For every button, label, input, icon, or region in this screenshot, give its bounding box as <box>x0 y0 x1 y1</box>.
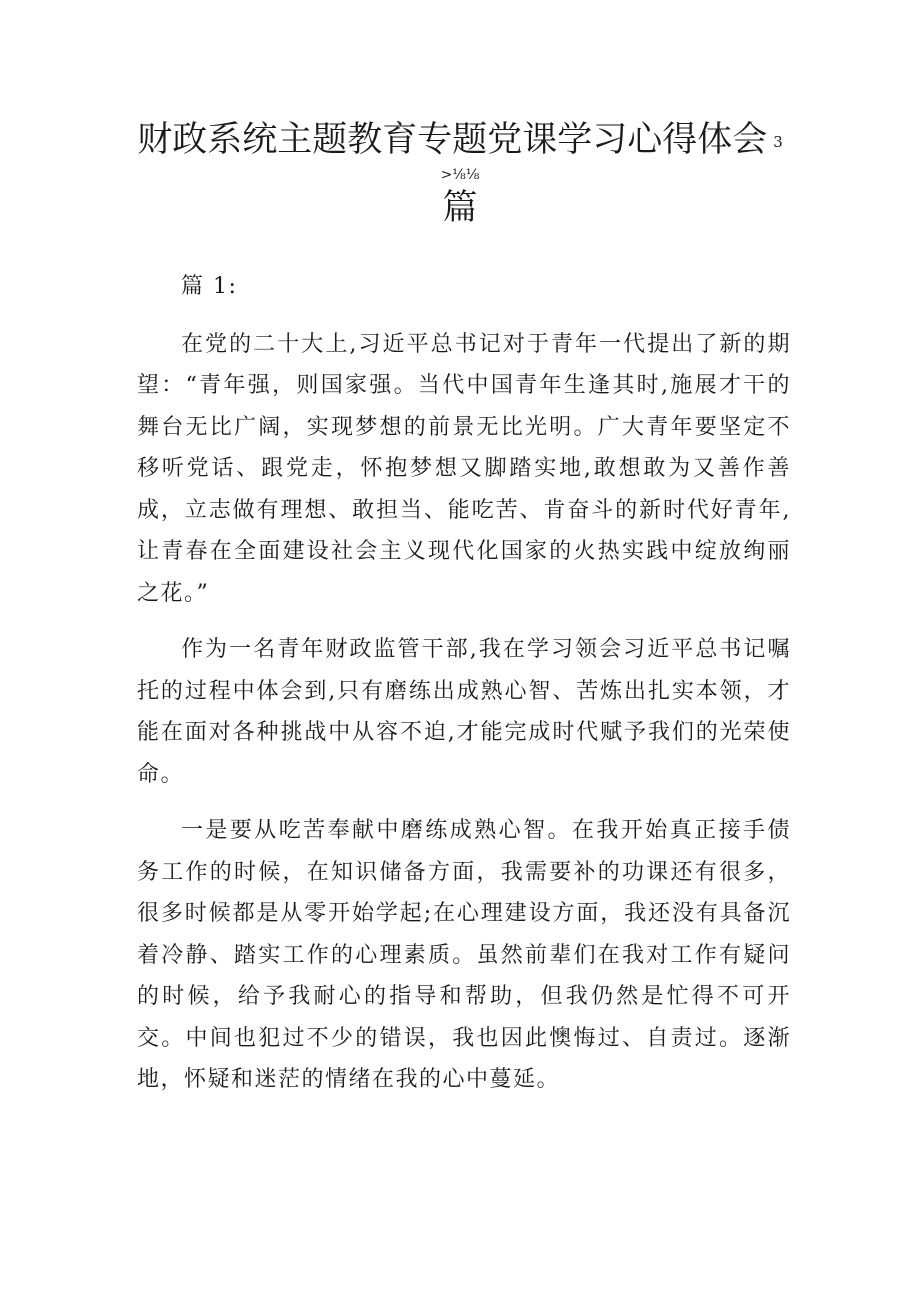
paragraph-1: 在党的二十大上,习近平总书记对于青年一代提出了新的期望：“青年强，则国家强。当代中国青年生逢其时,施展才干的舞台无比广阔，实现梦想的前景无比光明。广大青年要坚定不移听党话、跟党走，怀抱梦想又脚踏实地,敢想敢为又善作善成，立志做有理想、敢担当、能吃苦、肯奋斗的新时代好青年,让青春在全面建设社会主义现代化国家的火热实践中绽放绚丽之花。” <box>137 331 791 606</box>
section-label: 篇 1: <box>181 274 238 299</box>
document-body <box>137 266 791 1116</box>
document-title <box>0 118 920 164</box>
title-text: 财政系统主题教育专题党课学习心得体会 <box>137 120 768 160</box>
paragraph-3: 一是要从吃苦奉献中磨练成熟心智。在我开始真正接手债务工作的时候，在知识储备方面，我需要补的功课还有很多，很多时候都是从零开始学起;在心理建设方面，我还没有具备沉着冷静、踏实工作的心理素质。虽然前辈们在我对工作有疑问的时候，给予我耐心的指导和帮助，但我仍然是忙得不可开交。中间也犯过不少的错误，我也因此懊悔过、自责过。逐渐地，怀疑和迷茫的情绪在我的心中蔓延。 <box>137 818 791 1092</box>
paragraph-2: 作为一名青年财政监管干部,我在学习领会习近平总书记嘱托的过程中体会到,只有磨练出成熟心智、苦炼出扎实本领，才能在面对各种挑战中从容不迫,才能完成时代赋予我们的光荣使命。 <box>137 637 791 787</box>
title-count: 3 <box>773 132 783 151</box>
title-artifact-text: >⅛⅛ <box>440 167 480 183</box>
title-end-char: 篇 <box>442 188 478 228</box>
